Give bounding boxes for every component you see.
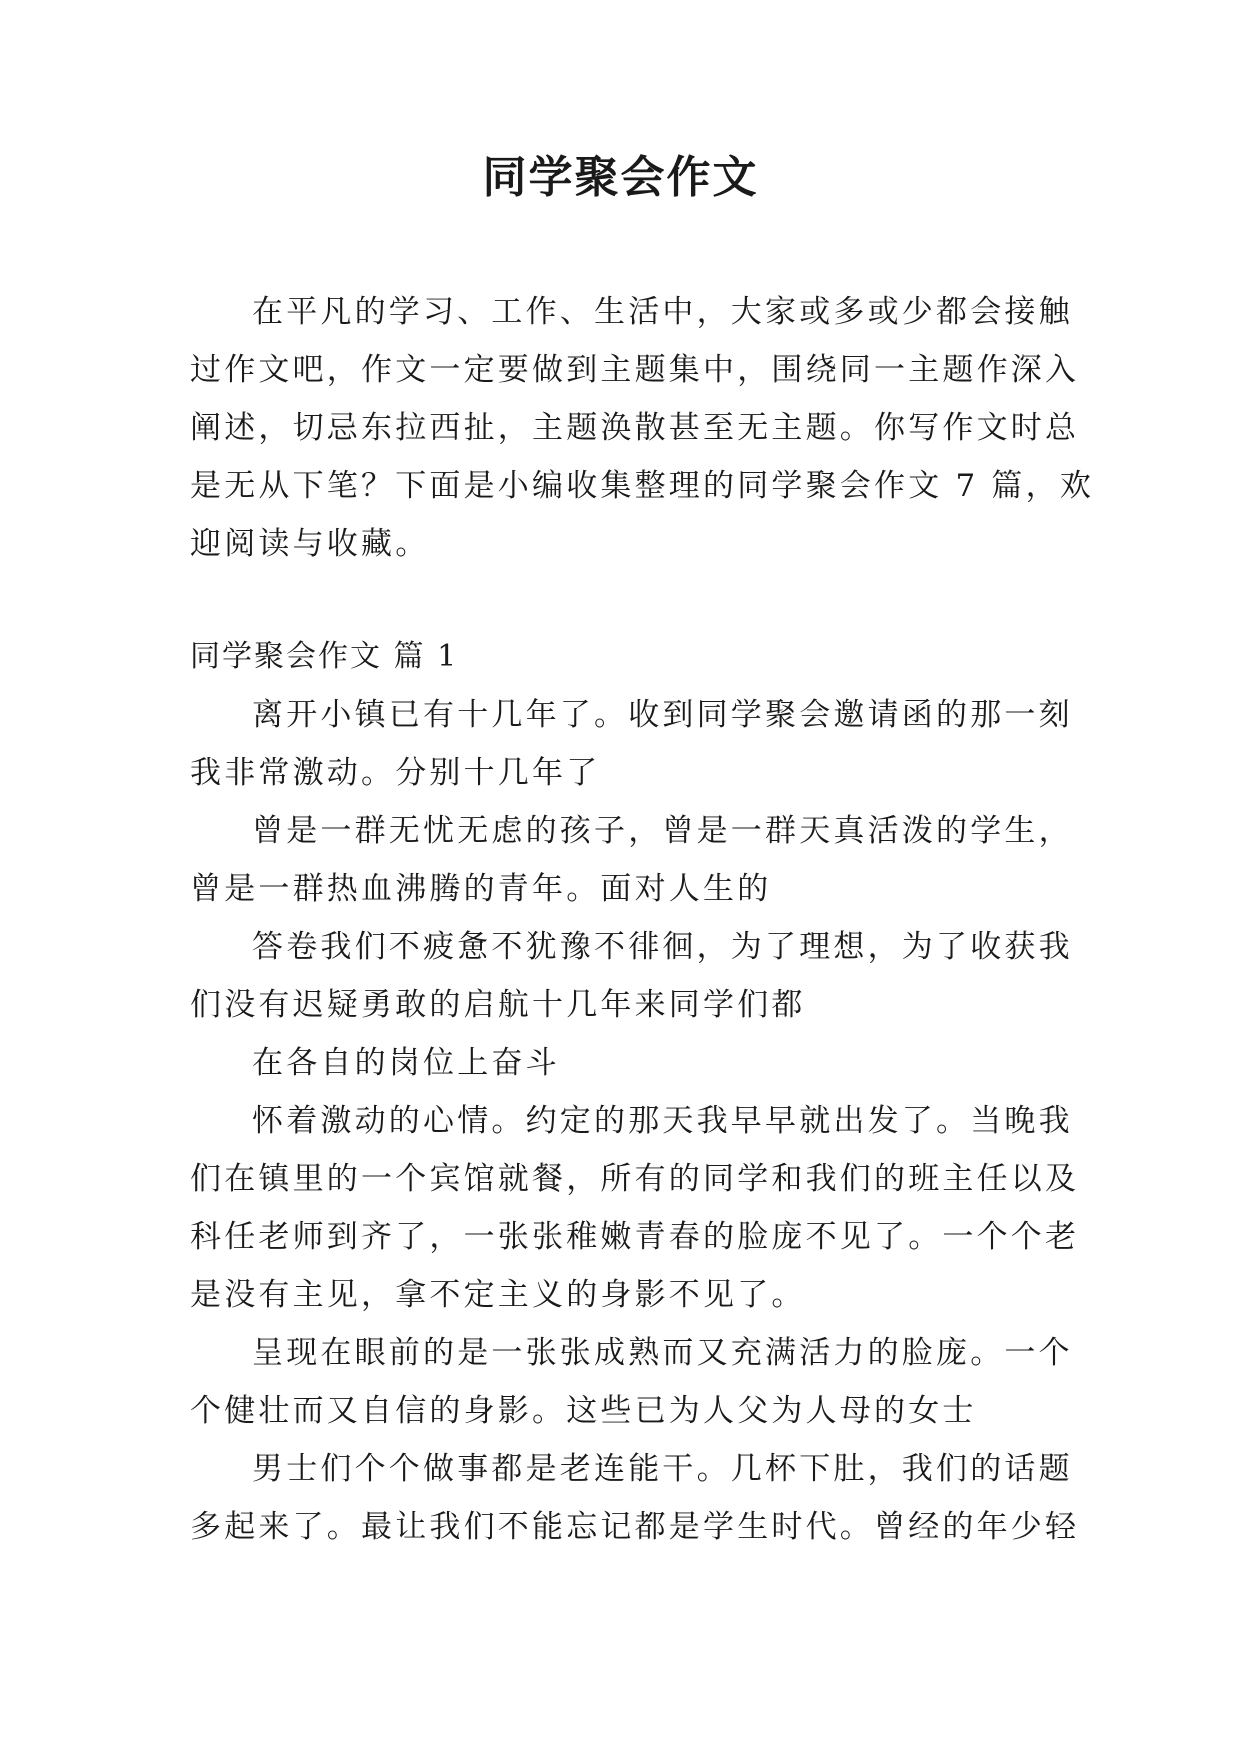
paragraph-line: 们没有迟疑勇敢的启航十几年来同学们都 <box>190 987 806 1023</box>
intro-line: 是无从下笔？下面是小编收集整理的同学聚会作文 7 篇，欢 <box>190 468 1095 504</box>
paragraph-line: 是没有主见，拿不定主义的身影不见了。 <box>190 1277 806 1313</box>
intro-line: 过作文吧，作文一定要做到主题集中，围绕同一主题作深入 <box>190 352 1080 388</box>
paragraph-line: 曾是一群无忧无虑的孩子，曾是一群天真活泼的学生， <box>252 813 1073 849</box>
paragraph-line: 个健壮而又自信的身影。这些已为人父为人母的女士 <box>190 1393 977 1429</box>
body-paragraph <box>190 1092 1080 1324</box>
paragraph-line: 们在镇里的一个宾馆就餐，所有的同学和我们的班主任以及 <box>190 1161 1080 1197</box>
paragraph-line: 答卷我们不疲惫不犹豫不徘徊，为了理想，为了收获我 <box>252 929 1073 965</box>
document-body <box>190 283 1095 1556</box>
body-paragraph <box>190 686 1073 802</box>
paragraph-line: 曾是一群热血沸腾的青年。面对人生的 <box>190 871 772 907</box>
body-paragraph <box>190 1034 1060 1092</box>
intro-line: 在平凡的学习、工作、生活中，大家或多或少都会接触 <box>252 294 1073 330</box>
document-title: 同学聚会作文 <box>482 152 759 203</box>
paragraph-line: 呈现在眼前的是一张张成熟而又充满活力的脸庞。一个 <box>252 1335 1073 1371</box>
body-paragraph <box>190 802 1073 918</box>
paragraph-line: 在各自的岗位上奋斗 <box>252 1045 560 1081</box>
body-paragraph <box>190 1324 1073 1440</box>
body-paragraph <box>190 918 1073 1034</box>
paragraph-line: 多起来了。最让我们不能忘记都是学生时代。曾经的年少轻 <box>190 1509 1080 1545</box>
intro-paragraph <box>190 283 1095 573</box>
intro-line: 迎阅读与收藏。 <box>190 526 430 562</box>
paragraph-line: 男士们个个做事都是老连能干。几杯下肚，我们的话题 <box>252 1451 1073 1487</box>
section-heading: 同学聚会作文 篇 1 <box>190 639 459 674</box>
paragraph-line: 科任老师到齐了，一张张稚嫩青春的脸庞不见了。一个个老 <box>190 1219 1080 1255</box>
intro-line: 阐述，切忌东拉西扯，主题涣散甚至无主题。你写作文时总 <box>190 410 1080 446</box>
paragraph-line: 怀着激动的心情。约定的那天我早早就出发了。当晚我 <box>252 1103 1073 1139</box>
paragraph-line: 离开小镇已有十几年了。收到同学聚会邀请函的那一刻 <box>252 697 1073 733</box>
body-paragraph <box>190 1440 1080 1556</box>
paragraph-line: 我非常激动。分别十几年了 <box>190 755 601 791</box>
